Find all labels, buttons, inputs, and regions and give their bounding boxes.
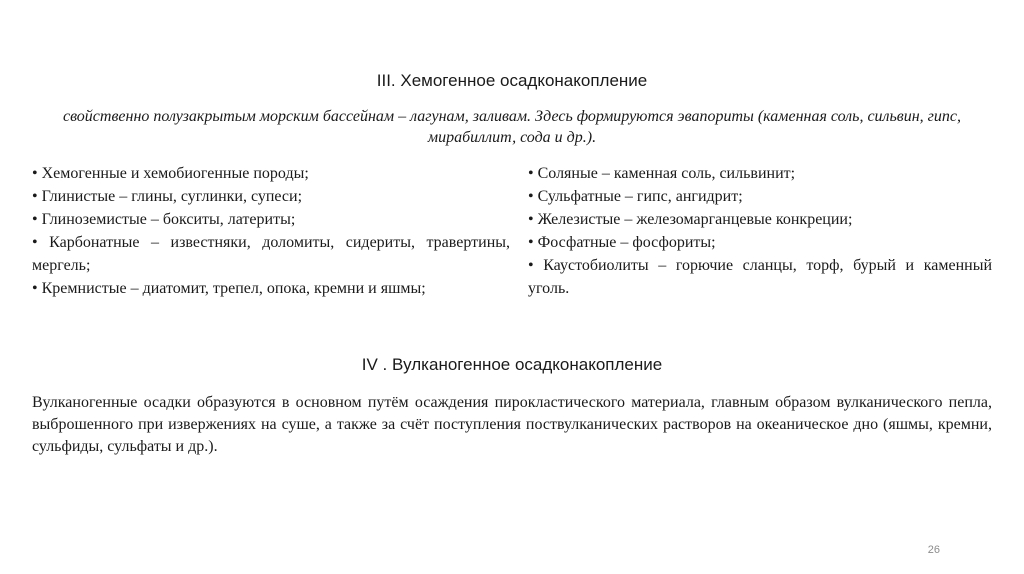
section-4-paragraph: Вулканогенные осадки образуются в основном путём осаждения пирокластического материала, главным образом вулканического пепла, выброшенного при извержениях на суше, а также за счёт поступления поствулканических растворов на океаническое дно (яшмы, кремни, сульфиды, сульфаты и др.).	[32, 394, 992, 455]
list-item: • Железистые – железомарганцевые конкреции;	[528, 208, 992, 231]
section-3-intro: свойственно полузакрытым морским бассейнам – лагунам, заливам. Здесь формируются эвапориты (каменная соль, сильвин, гипс, мирабиллит, сода и др.).	[62, 108, 962, 146]
section-3-heading: III. Хемогенное осадконакопление	[376, 71, 648, 90]
page-number: 26	[927, 544, 940, 556]
section-4-heading: IV . Вулканогенное осадконакопление	[361, 355, 663, 374]
list-item: • Соляные – каменная соль, сильвинит;	[528, 162, 992, 185]
left-bullet-list	[32, 162, 510, 300]
right-bullet-list	[528, 162, 992, 300]
list-item: • Каустобиолиты – горючие сланцы, торф, бурый и каменный уголь.	[528, 254, 992, 300]
list-item: • Глиноземистые – бокситы, латериты;	[32, 208, 510, 231]
list-item: • Глинистые – глины, суглинки, супеси;	[32, 185, 510, 208]
list-item: • Кремнистые – диатомит, трепел, опока, кремни и яшмы;	[32, 277, 510, 300]
list-item: • Хемогенные и хемобиогенные породы;	[32, 162, 510, 185]
list-item: • Фосфатные – фосфориты;	[528, 231, 992, 254]
list-item: • Сульфатные – гипс, ангидрит;	[528, 185, 992, 208]
list-item: • Карбонатные – известняки, доломиты, сидериты, травертины, мергель;	[32, 231, 510, 277]
